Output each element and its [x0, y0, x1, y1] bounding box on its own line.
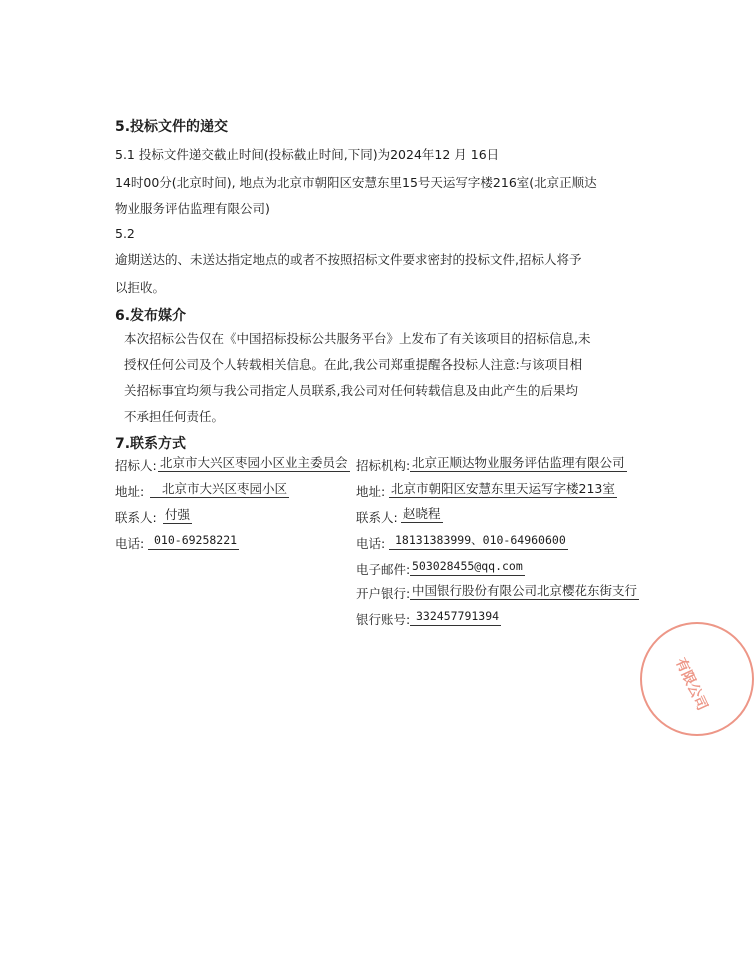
agency-bank-value: 中国银行股份有限公司北京樱花东街支行: [412, 583, 638, 598]
agency-address-value: 北京市朝阳区安慧东里天运写字楼213室: [391, 481, 615, 496]
agency-address-label: 地址:: [356, 484, 386, 499]
agency-email-label: 电子邮件:: [356, 562, 411, 577]
tenderer-address-label: 地址:: [115, 484, 145, 499]
tenderer-phone-label: 电话:: [115, 536, 145, 551]
section-5-line-4: 5.2: [115, 226, 135, 241]
agency-phone-value: 18131383999、010-64960600: [389, 533, 568, 550]
stamp-text: 有限公司: [672, 655, 711, 714]
company-seal-stamp: [640, 622, 754, 736]
section-5-heading: 5.投标文件的递交: [115, 119, 229, 135]
tenderer-label: 招标人:: [115, 458, 157, 473]
agency-contact-value: 赵晓程: [403, 506, 441, 521]
section-5-line-3: 物业服务评估监理有限公司): [115, 201, 270, 216]
agency-email-value: 503028455@qq.com: [410, 559, 525, 576]
section-7-heading: 7.联系方式: [115, 436, 187, 452]
section-5-line-2: 14时00分(北京时间), 地点为北京市朝阳区安慧东里15号天运写字楼216室(北京正顺达: [115, 175, 597, 190]
tenderer-value: 北京市大兴区枣园小区业主委员会: [160, 455, 348, 470]
agency-value: 北京正顺达物业服务评估监理有限公司: [412, 455, 625, 470]
tenderer-phone-value: 010-69258221: [148, 533, 239, 550]
tenderer-contact-label: 联系人:: [115, 510, 157, 525]
agency-account-value: 332457791394: [410, 609, 501, 626]
section-6-line-4: 不承担任何责任。: [124, 409, 225, 424]
agency-label: 招标机构:: [356, 458, 411, 473]
agency-phone-label: 电话:: [356, 536, 386, 551]
section-5-line-6: 以拒收。: [115, 280, 166, 295]
agency-contact-label: 联系人:: [356, 510, 398, 525]
section-6-line-3: 关招标事宜均须与我公司指定人员联系,我公司对任何转载信息及由此产生的后果均: [124, 383, 578, 398]
section-6-heading: 6.发布媒介: [115, 308, 187, 324]
section-6-line-2: 授权任何公司及个人转载相关信息。在此,我公司郑重提醒各投标人注意:与该项目相: [124, 357, 583, 372]
tenderer-contact-value: 付强: [165, 507, 191, 522]
agency-bank-label: 开户银行:: [356, 586, 411, 601]
tenderer-address-value: 北京市大兴区枣园小区: [150, 481, 289, 498]
agency-account-label: 银行账号:: [356, 612, 411, 627]
section-5-line-5: 逾期送达的、未送达指定地点的或者不按照招标文件要求密封的投标文件,招标人将予: [115, 252, 582, 267]
section-5-line-1: 5.1 投标文件递交截止时间(投标截止时间,下同)为2024年12 月 16日: [115, 147, 500, 162]
section-6-line-1: 本次招标公告仅在《中国招标投标公共服务平台》上发布了有关该项目的招标信息,未: [124, 331, 591, 346]
